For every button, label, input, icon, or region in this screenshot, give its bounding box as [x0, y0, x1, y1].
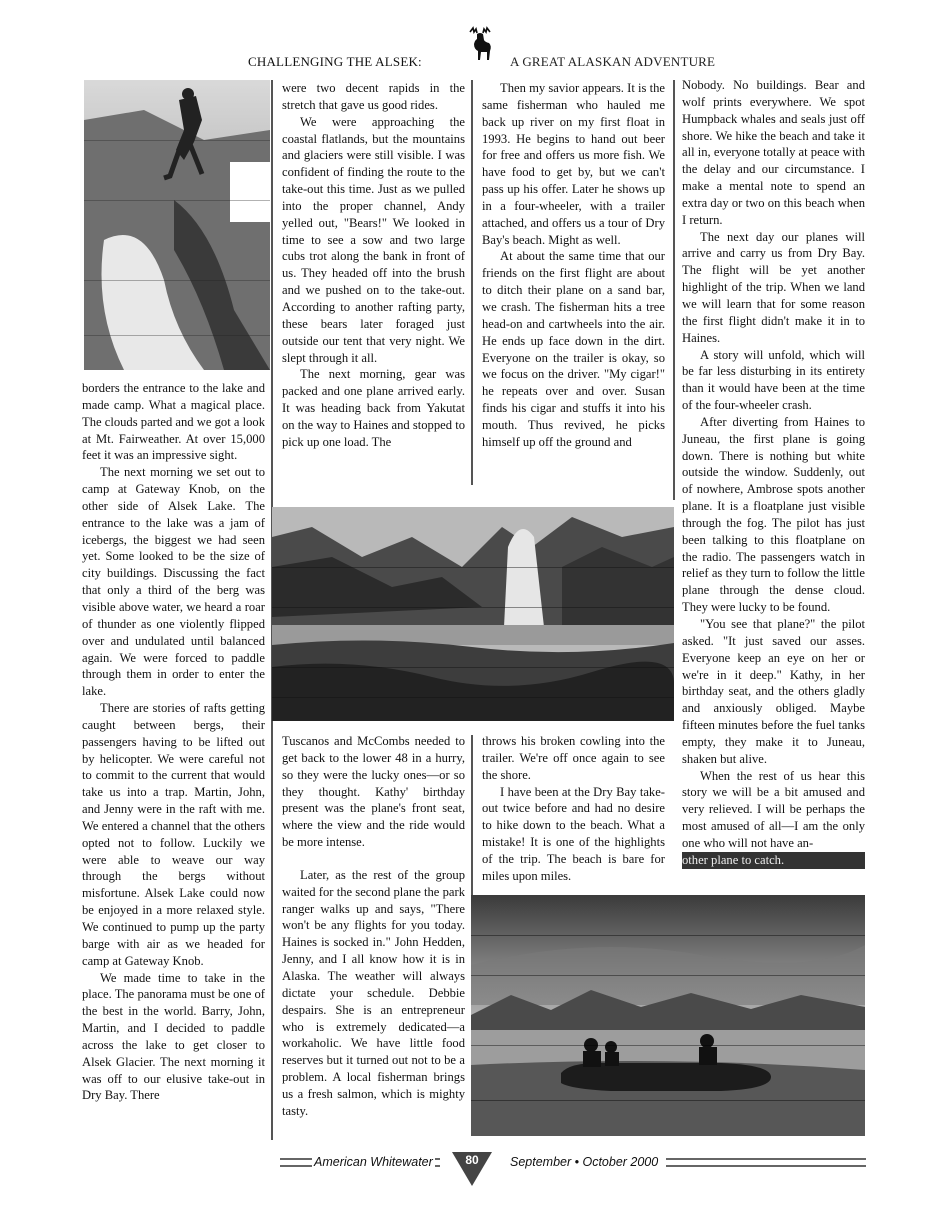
- paragraph: other plane to catch.: [682, 852, 865, 869]
- paragraph: We were approaching the coastal flatlands, but the mountains and glaciers were still visible. I was confident of finding the route to the take-out this time. Just as we pulled into the proper channel, Andy yelled out, "Bears!" We looked in time to see a sow and two large cubs trot along the bank in front of us. They headed off into the brush and we pushed on to the take-out. According to another rafting party, these bears later foraged just outside our tent that very night. We slept through it all.: [282, 114, 465, 365]
- paragraph: When the rest of us hear this story we will be a bit amused and very relieved. I will be perhaps the most amused of all—I am the only one who will not have an-: [682, 768, 865, 850]
- photo-hiker: [84, 80, 270, 370]
- footer-rule-right: [666, 1158, 866, 1160]
- paragraph: The next morning, gear was packed and one plane arrived early. It was heading back from Yakutat on the way to Haines and stopped to pick up one load. The: [282, 367, 465, 449]
- paragraph: borders the entrance to the lake and made camp. What a magical place. The clouds parted and we got a look at Mt. Fairweather. At over 15,000 feet it was an impressive sight.: [82, 381, 265, 463]
- paragraph: A story will unfold, which will be far less disturbing in its entirety than it would have been at the time of the four-wheeler crash.: [682, 347, 865, 413]
- paragraph: Tuscanos and McCombs needed to get back to the lower 48 in a hurry, so they were the lucky ones—or so they thought. Kathy' birthday present was the plane's front seat, where the view and the ride would be more intense.: [282, 734, 465, 850]
- page-number-badge: [450, 1152, 494, 1186]
- header-right-title: A GREAT ALASKAN ADVENTURE: [510, 54, 716, 69]
- paragraph: Later, as the rest of the group waited for the second plane the park ranger walks up and says, "There won't be any flights for you today. Haines is socked in." John Hedden, Jenny, and I all know how it is in Alaska. The weather will always dictate your schedule. Debbie despairs. She is an entrepreneur who is extremely dedicated—a workaholic. We have little food reserves but it turned out not to be a problem. A local fisherman brings us a fresh salmon, which is mighty tasty.: [282, 867, 465, 1118]
- page-number: 80: [465, 1153, 479, 1167]
- paragraph: Then my savior appears. It is the same fisherman who hauled me back up river on my first float in 1993. He begins to hand out beer for free and offers us more fish. We have food to get by, but we can't pass up his offer. Later he shows up in a four-wheeler, with a trailer attached, and offers us a tour of Dry Bay's beach. Might as well.: [482, 81, 665, 247]
- footer-issue: September • October 2000: [510, 1155, 659, 1169]
- paragraph: The next day our planes will arrive and carry us from Dry Bay. The flight will be yet another highlight of the trip. When we land we will learn that for some reason the first flight didn't make it in to Haines.: [682, 229, 865, 345]
- paragraph: The next morning we set out to camp at Gateway Knob, on the other side of Alsek Lake. The entrance to the lake was a jam of icebergs, the biggest we had seen yet. Some looked to be the size of city buildings. Discussing the fact that only a third of the berg was visible above water, we heard a roar of thunder as one violently flipped over and undulated until balanced again. We were forced to paddle through them in order to enter the lake.: [82, 465, 265, 699]
- footer-rule-right: [666, 1165, 866, 1167]
- text-column-2-bottom: [282, 733, 465, 1137]
- header-left-title: CHALLENGING THE ALSEK:: [248, 54, 422, 69]
- photo-glacier: [272, 507, 674, 721]
- page-header: [248, 54, 748, 72]
- text-column-3-top: [482, 80, 665, 485]
- text-column-4: [682, 77, 865, 895]
- text-column-1: [82, 380, 265, 1132]
- paragraph: Nobody. No buildings. Bear and wolf prints everywhere. We spot Humpback whales and seals just off shore. We hike the beach and take it all in, everyone totally at peace with the delay and our circumstance. I make a mental note to spend an extra day or two on this beach when I return.: [682, 78, 865, 227]
- column-rule-4: [471, 735, 473, 895]
- paragraph: After diverting from Haines to Juneau, the first plane is going down. There is nothing but white outside the window. Suddenly, out of nowhere, Ambrose spots another plane. It is a floatplane just visible through the fog. The pilot has just been talking to this floatplane on the radio. The passengers watch in relief as they turn to follow the little plane through the dense cloud. They were lucky to be found.: [682, 414, 865, 615]
- footer-magazine: American Whitewater: [314, 1155, 433, 1169]
- paragraph: At about the same time that our friends on the first flight are about to ditch their plane on a sand bar, we crash. The fisherman hits a tree head-on and cartwheels into the air. He ends up face down in the dirt. Everyone on the trailer is okay, so we focus on the driver. "My cigar!" he repeats over and over. Susan finds his cigar and stuffs it into his mouth. Thus revived, he picks himself up off the ground and: [482, 249, 665, 449]
- paragraph: There are stories of rafts getting caught between bergs, their passengers having to be lifted out by helicopter. We were careful not to commit to the current that would take us into a trap. Martin, John, and Jenny were in the raft with me. We entered a channel that the others opted not to follow. Luckily we were able to weave our way through the bergs without misfortune. Alsek Lake could now be enjoyed in a more relaxed style. We continued to pump up the party barge with air as we headed for camp at Gateway Knob.: [82, 701, 265, 968]
- text-column-3-bottom: [482, 733, 665, 893]
- photo-raft: [471, 895, 865, 1136]
- moose-icon: [462, 24, 498, 68]
- page-footer: [280, 1152, 866, 1186]
- text-column-2-top: [282, 80, 465, 485]
- column-rule-2: [471, 80, 473, 485]
- paragraph: "You see that plane?" the pilot asked. "It just saved our asses. Everyone keep an eye on her or we're in it deep." Kathy, in her birthday seat, and the others gladly and anxiously obliged. Maybe fifteen minutes before the fuel tanks empty, they make it to Juneau, shaken but alive.: [682, 617, 865, 766]
- column-rule-3: [673, 80, 675, 500]
- paragraph: I have been at the Dry Bay take-out twice before and had no desire to hike down to the beach. What a mistake! It is one of the highlights of the trip. The beach is bare for miles upon miles.: [482, 784, 665, 883]
- paragraph: were two decent rapids in the stretch that gave us good rides.: [282, 81, 465, 112]
- paragraph: throws his broken cowling into the trailer. We're off once again to see the shore.: [482, 734, 665, 782]
- paragraph: We made time to take in the place. The panorama must be one of the best in the world. Barry, John, Martin, and I decided to paddle across the lake to get closer to Alsek Glacier. The next morning it was off to our elusive take-out in Dry Bay. There: [82, 970, 265, 1103]
